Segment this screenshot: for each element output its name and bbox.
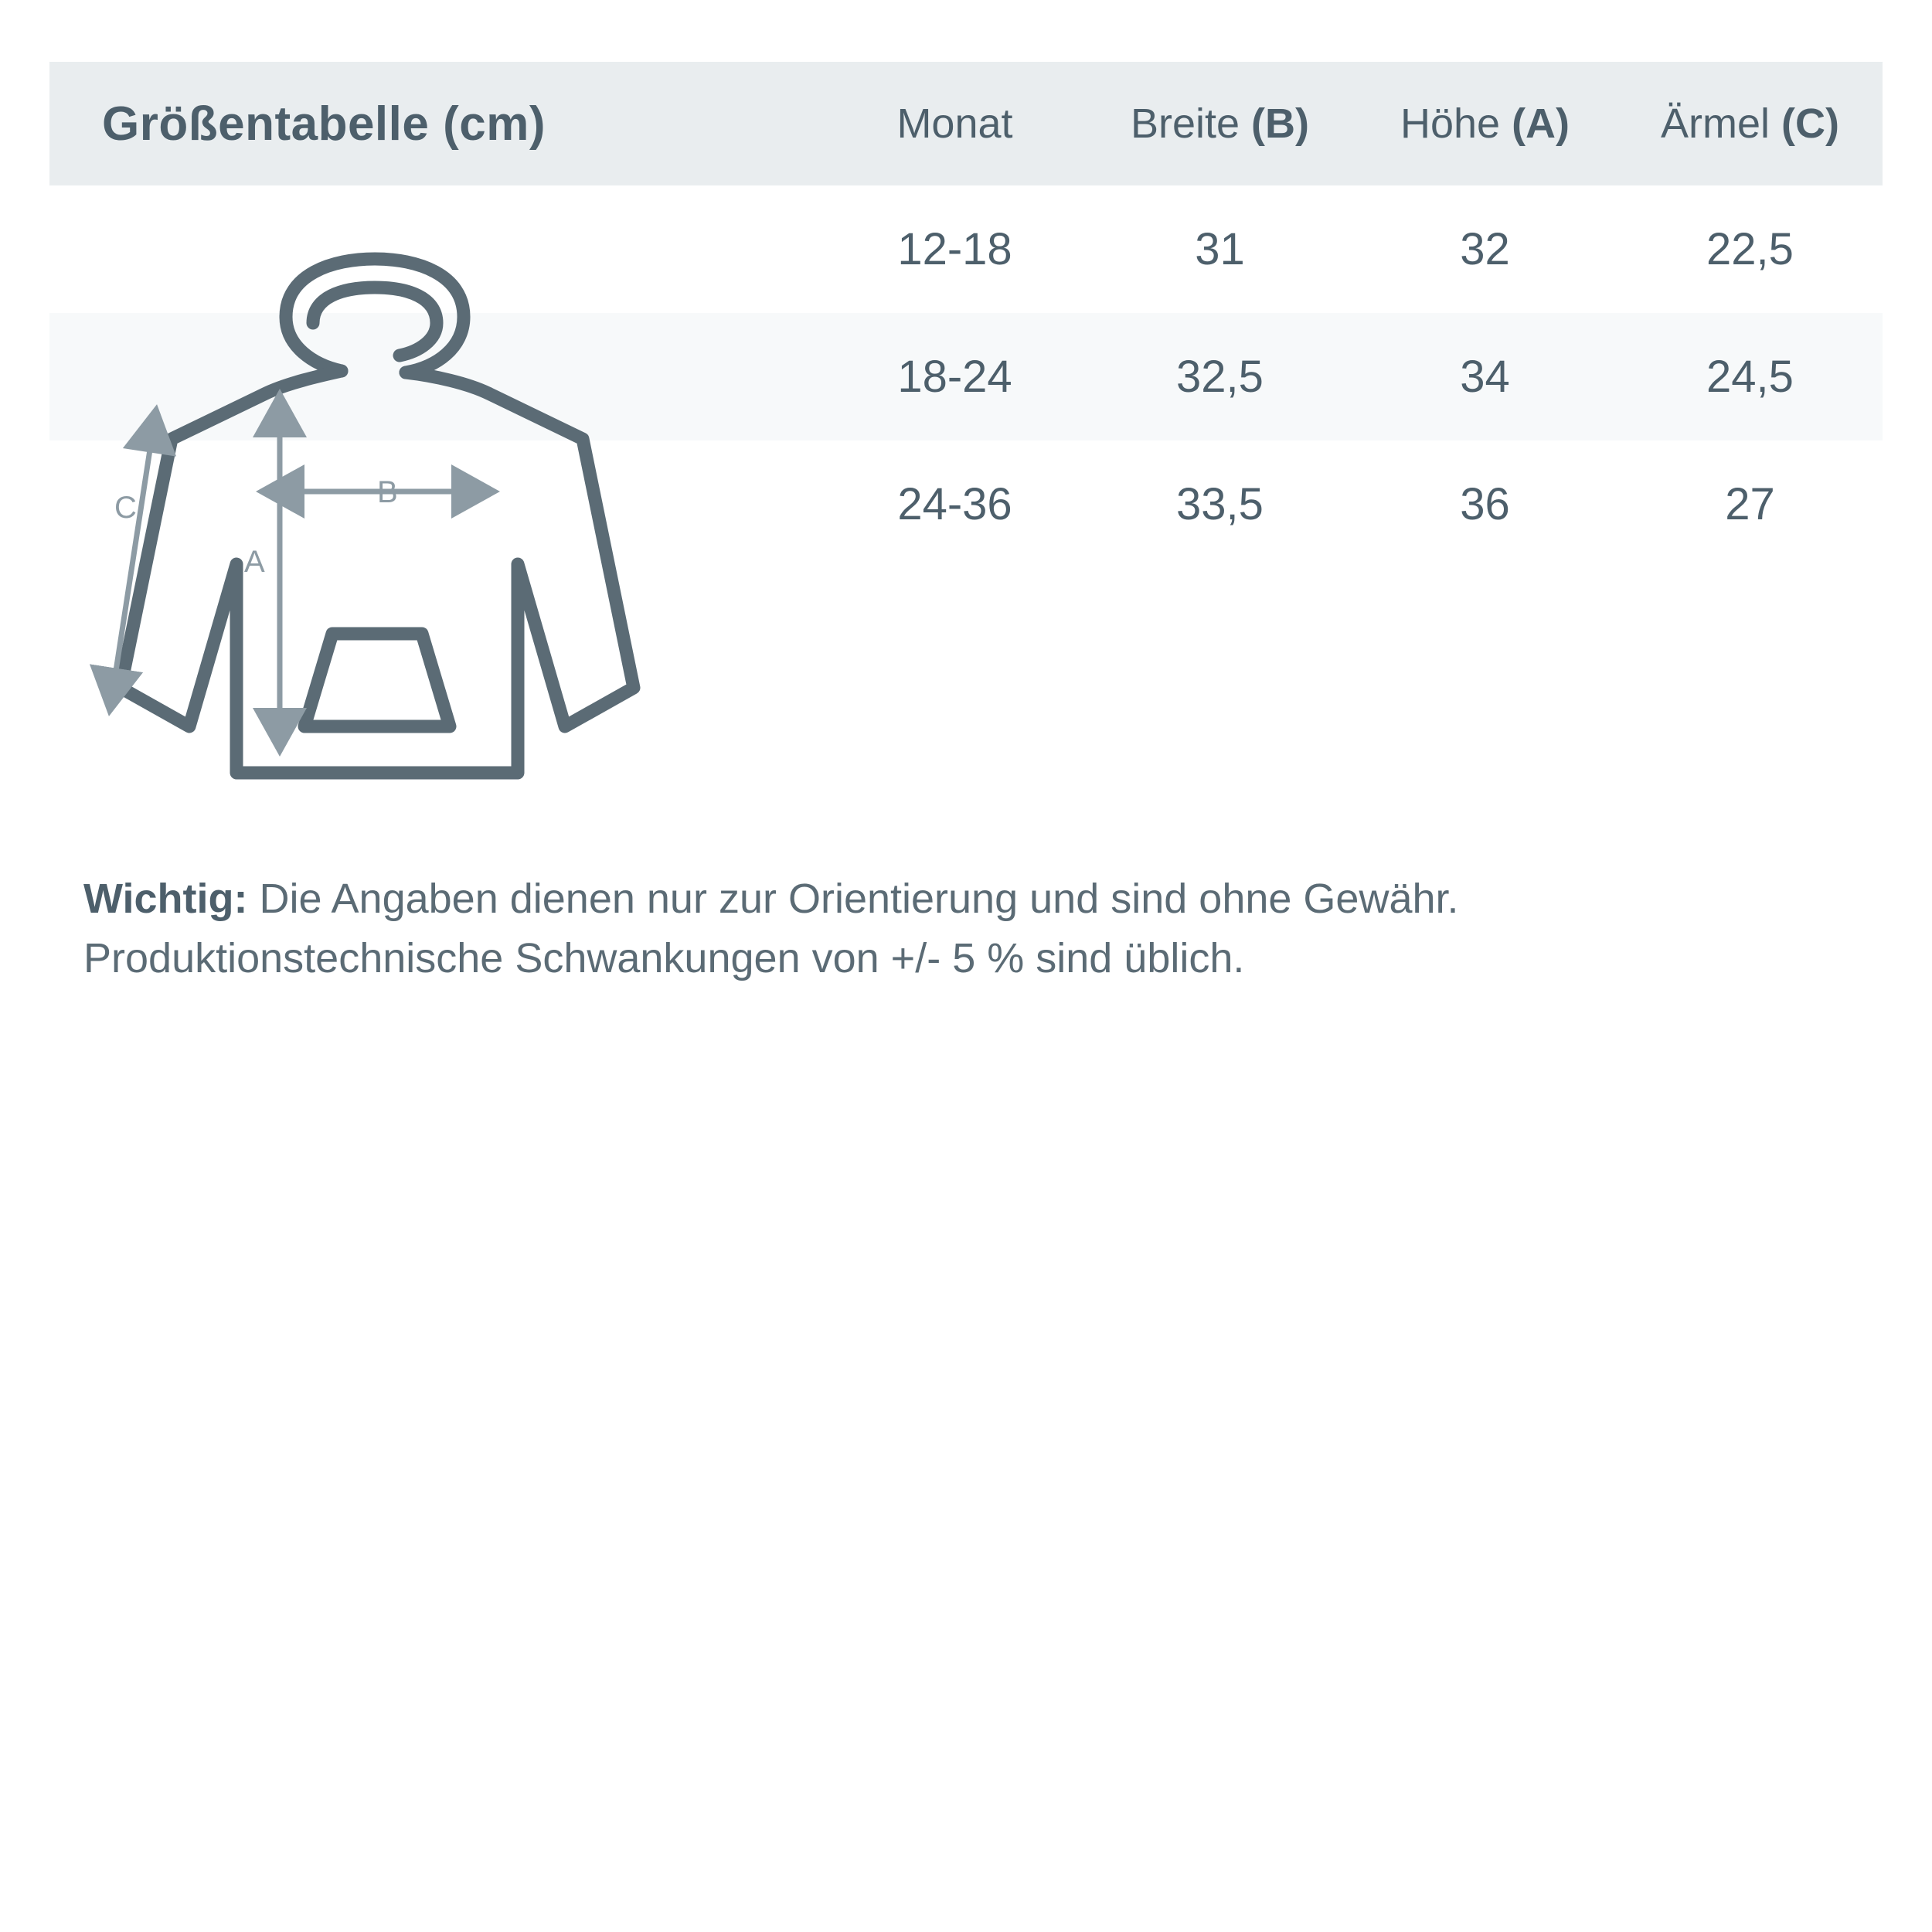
cell-hoehe: 34 [1460,352,1510,402]
hoodie-outline-icon [121,259,634,773]
cell-breite: 33,5 [1176,479,1264,529]
cell-breite: 31 [1195,224,1245,274]
cell-monat: 12-18 [897,224,1012,274]
column-header-breite: Breite (B) [1130,100,1310,147]
hoodie-diagram [54,232,811,819]
label-height: A [244,545,265,579]
cell-hoehe: 36 [1460,479,1510,529]
cell-monat: 24-36 [897,479,1012,529]
disclaimer-lead: Wichtig: [83,876,248,922]
cell-aermel: 22,5 [1706,224,1794,274]
table-header-row [49,62,1883,185]
column-header-monat: Monat [896,100,1013,147]
cell-monat: 18-24 [897,352,1012,402]
cell-aermel: 24,5 [1706,352,1794,402]
label-width: B [377,475,398,509]
column-header-hoehe: Höhe (A) [1400,100,1570,147]
cell-aermel: 27 [1725,479,1775,529]
label-sleeve: C [114,491,137,525]
disclaimer-line2: Produktionstechnische Schwankungen von +/- 5 % sind üblich. [83,934,1245,981]
cell-breite: 32,5 [1176,352,1264,402]
column-header-aermel: Ärmel (C) [1661,100,1839,147]
disclaimer-note [83,869,1861,988]
disclaimer-line1: Die Angaben dienen nur zur Orientierung und sind ohne Gewähr. [247,876,1459,922]
page-title: Größentabelle (cm) [102,97,546,151]
cell-hoehe: 32 [1460,224,1510,274]
